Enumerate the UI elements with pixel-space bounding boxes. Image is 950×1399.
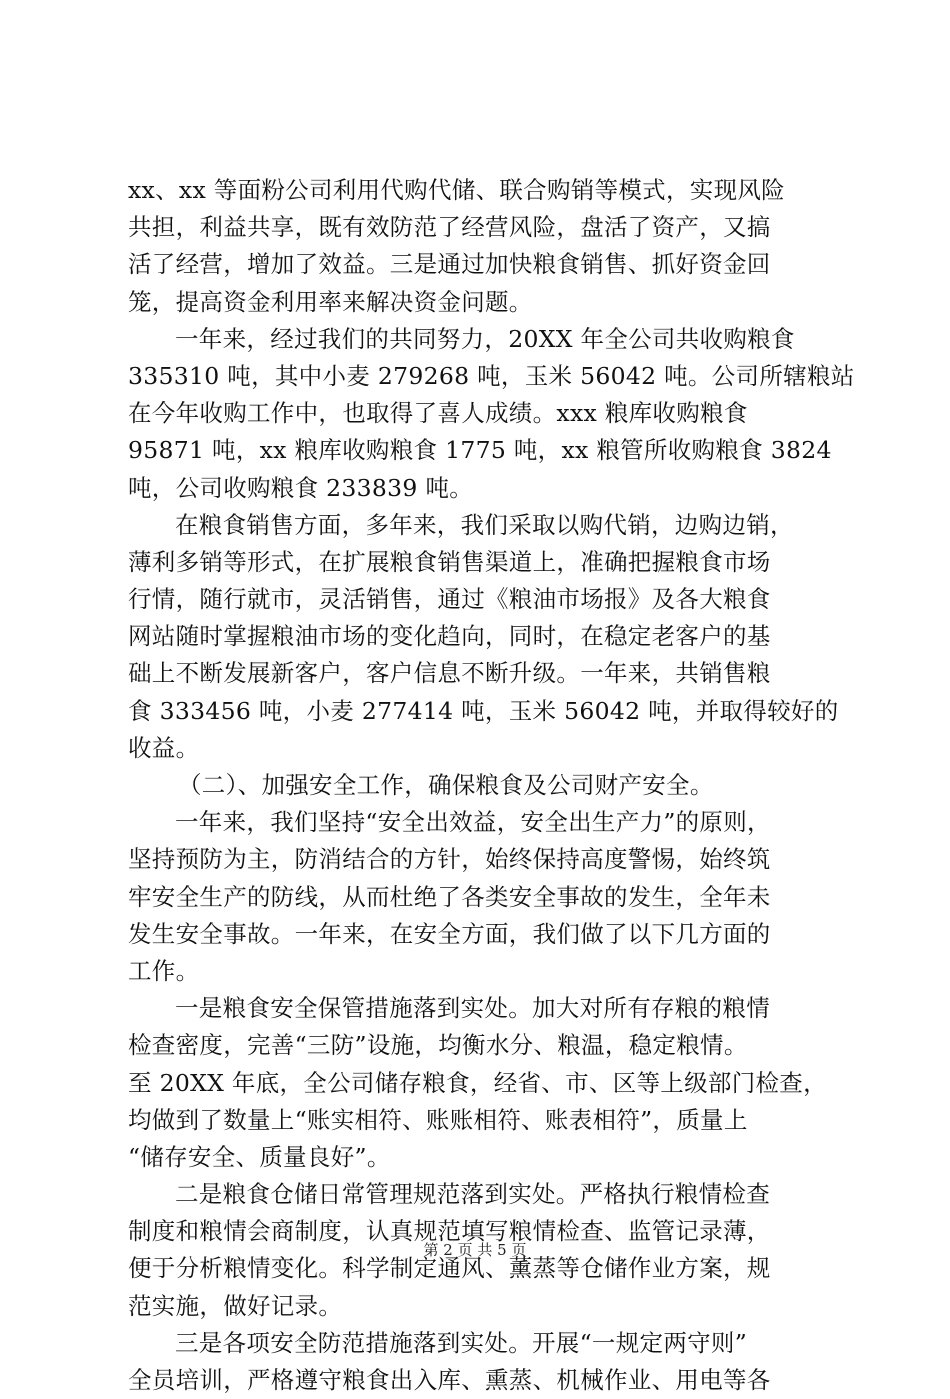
text-line: 础上不断发展新客户，客户信息不断升级。一年来，共销售粮 [128, 659, 771, 688]
document-body [128, 172, 855, 1399]
text-line: 吨，公司收购粮食 233839 吨。 [128, 473, 474, 502]
text-line: 335310 吨，其中小麦 279268 吨，玉米 56042 吨。公司所辖粮站 [128, 361, 855, 390]
text-line: 检查密度，完善“三防”设施，均衡水分、粮温，稳定粮情。 [128, 1031, 748, 1060]
text-line: 工作。 [128, 956, 200, 985]
text-line: “储存安全、质量良好”。 [128, 1142, 391, 1171]
text-line: 三是各项安全防范措施落到实处。开展“一规定两守则” [175, 1328, 748, 1357]
text-line: 笼，提高资金利用率来解决资金问题。 [128, 287, 533, 316]
text-line: 共担，利益共享，既有效防范了经营风险，盘活了资产，又搞 [128, 213, 771, 242]
text-line: xx、xx 等面粉公司利用代购代储、联合购销等模式，实现风险 [128, 176, 785, 204]
text-line: 95871 吨，xx 粮库收购粮食 1775 吨，xx 粮管所收购粮食 3824 [128, 436, 832, 465]
text-line: 一年来，经过我们的共同努力，20XX 年全公司共收购粮食 [175, 324, 795, 353]
text-line: 均做到了数量上“账实相符、账账相符、账表相符”，质量上 [128, 1105, 748, 1134]
text-line: 网站随时掌握粮油市场的变化趋向，同时，在稳定老客户的基 [128, 622, 771, 651]
text-line: 食 333456 吨，小麦 277414 吨，玉米 56042 吨，并取得较好的 [128, 696, 839, 725]
text-line: 一年来，我们坚持“安全出效益，安全出生产力”的原则， [175, 808, 771, 837]
text-line: 牢安全生产的防线，从而杜绝了各类安全事故的发生，全年未 [128, 882, 771, 911]
text-line: 行情，随行就市，灵活销售，通过《粮油市场报》及各大粮食 [128, 585, 771, 614]
text-line: 制度和粮情会商制度，认真规范填写粮情检查、监管记录薄， [128, 1217, 771, 1246]
text-line: 全员培训，严格遵守粮食出入库、熏蒸、机械作业、用电等各 [128, 1366, 771, 1394]
text-line: 便于分析粮情变化。科学制定通风、薰蒸等仓储作业方案，规 [128, 1254, 771, 1283]
text-line: 一是粮食安全保管措施落到实处。加大对所有存粮的粮情 [175, 994, 770, 1023]
text-line: 在粮食销售方面，多年来，我们采取以购代销，边购边销， [175, 510, 794, 539]
section-heading: （二）、加强安全工作，确保粮食及公司财产安全。 [178, 771, 714, 799]
text-line: 收益。 [128, 733, 200, 762]
page-footer: 第 2 页 共 5 页 [423, 1241, 527, 1259]
text-line: 发生安全事故。一年来，在安全方面，我们做了以下几方面的 [128, 919, 771, 948]
text-line: 活了经营，增加了效益。三是通过加快粮食销售、抓好资金回 [128, 250, 771, 279]
text-line: 薄利多销等形式，在扩展粮食销售渠道上，准确把握粮食市场 [128, 547, 771, 576]
text-line: 在今年收购工作中，也取得了喜人成绩。xxx 粮库收购粮食 [128, 399, 748, 428]
text-line: 二是粮食仓储日常管理规范落到实处。严格执行粮情检查 [175, 1180, 770, 1209]
text-line: 坚持预防为主，防消结合的方针，始终保持高度警惕，始终筑 [128, 845, 771, 874]
text-line: 至 20XX 年底，全公司储存粮食，经省、市、区等上级部门检查， [128, 1068, 827, 1097]
text-line: 范实施，做好记录。 [128, 1291, 343, 1320]
